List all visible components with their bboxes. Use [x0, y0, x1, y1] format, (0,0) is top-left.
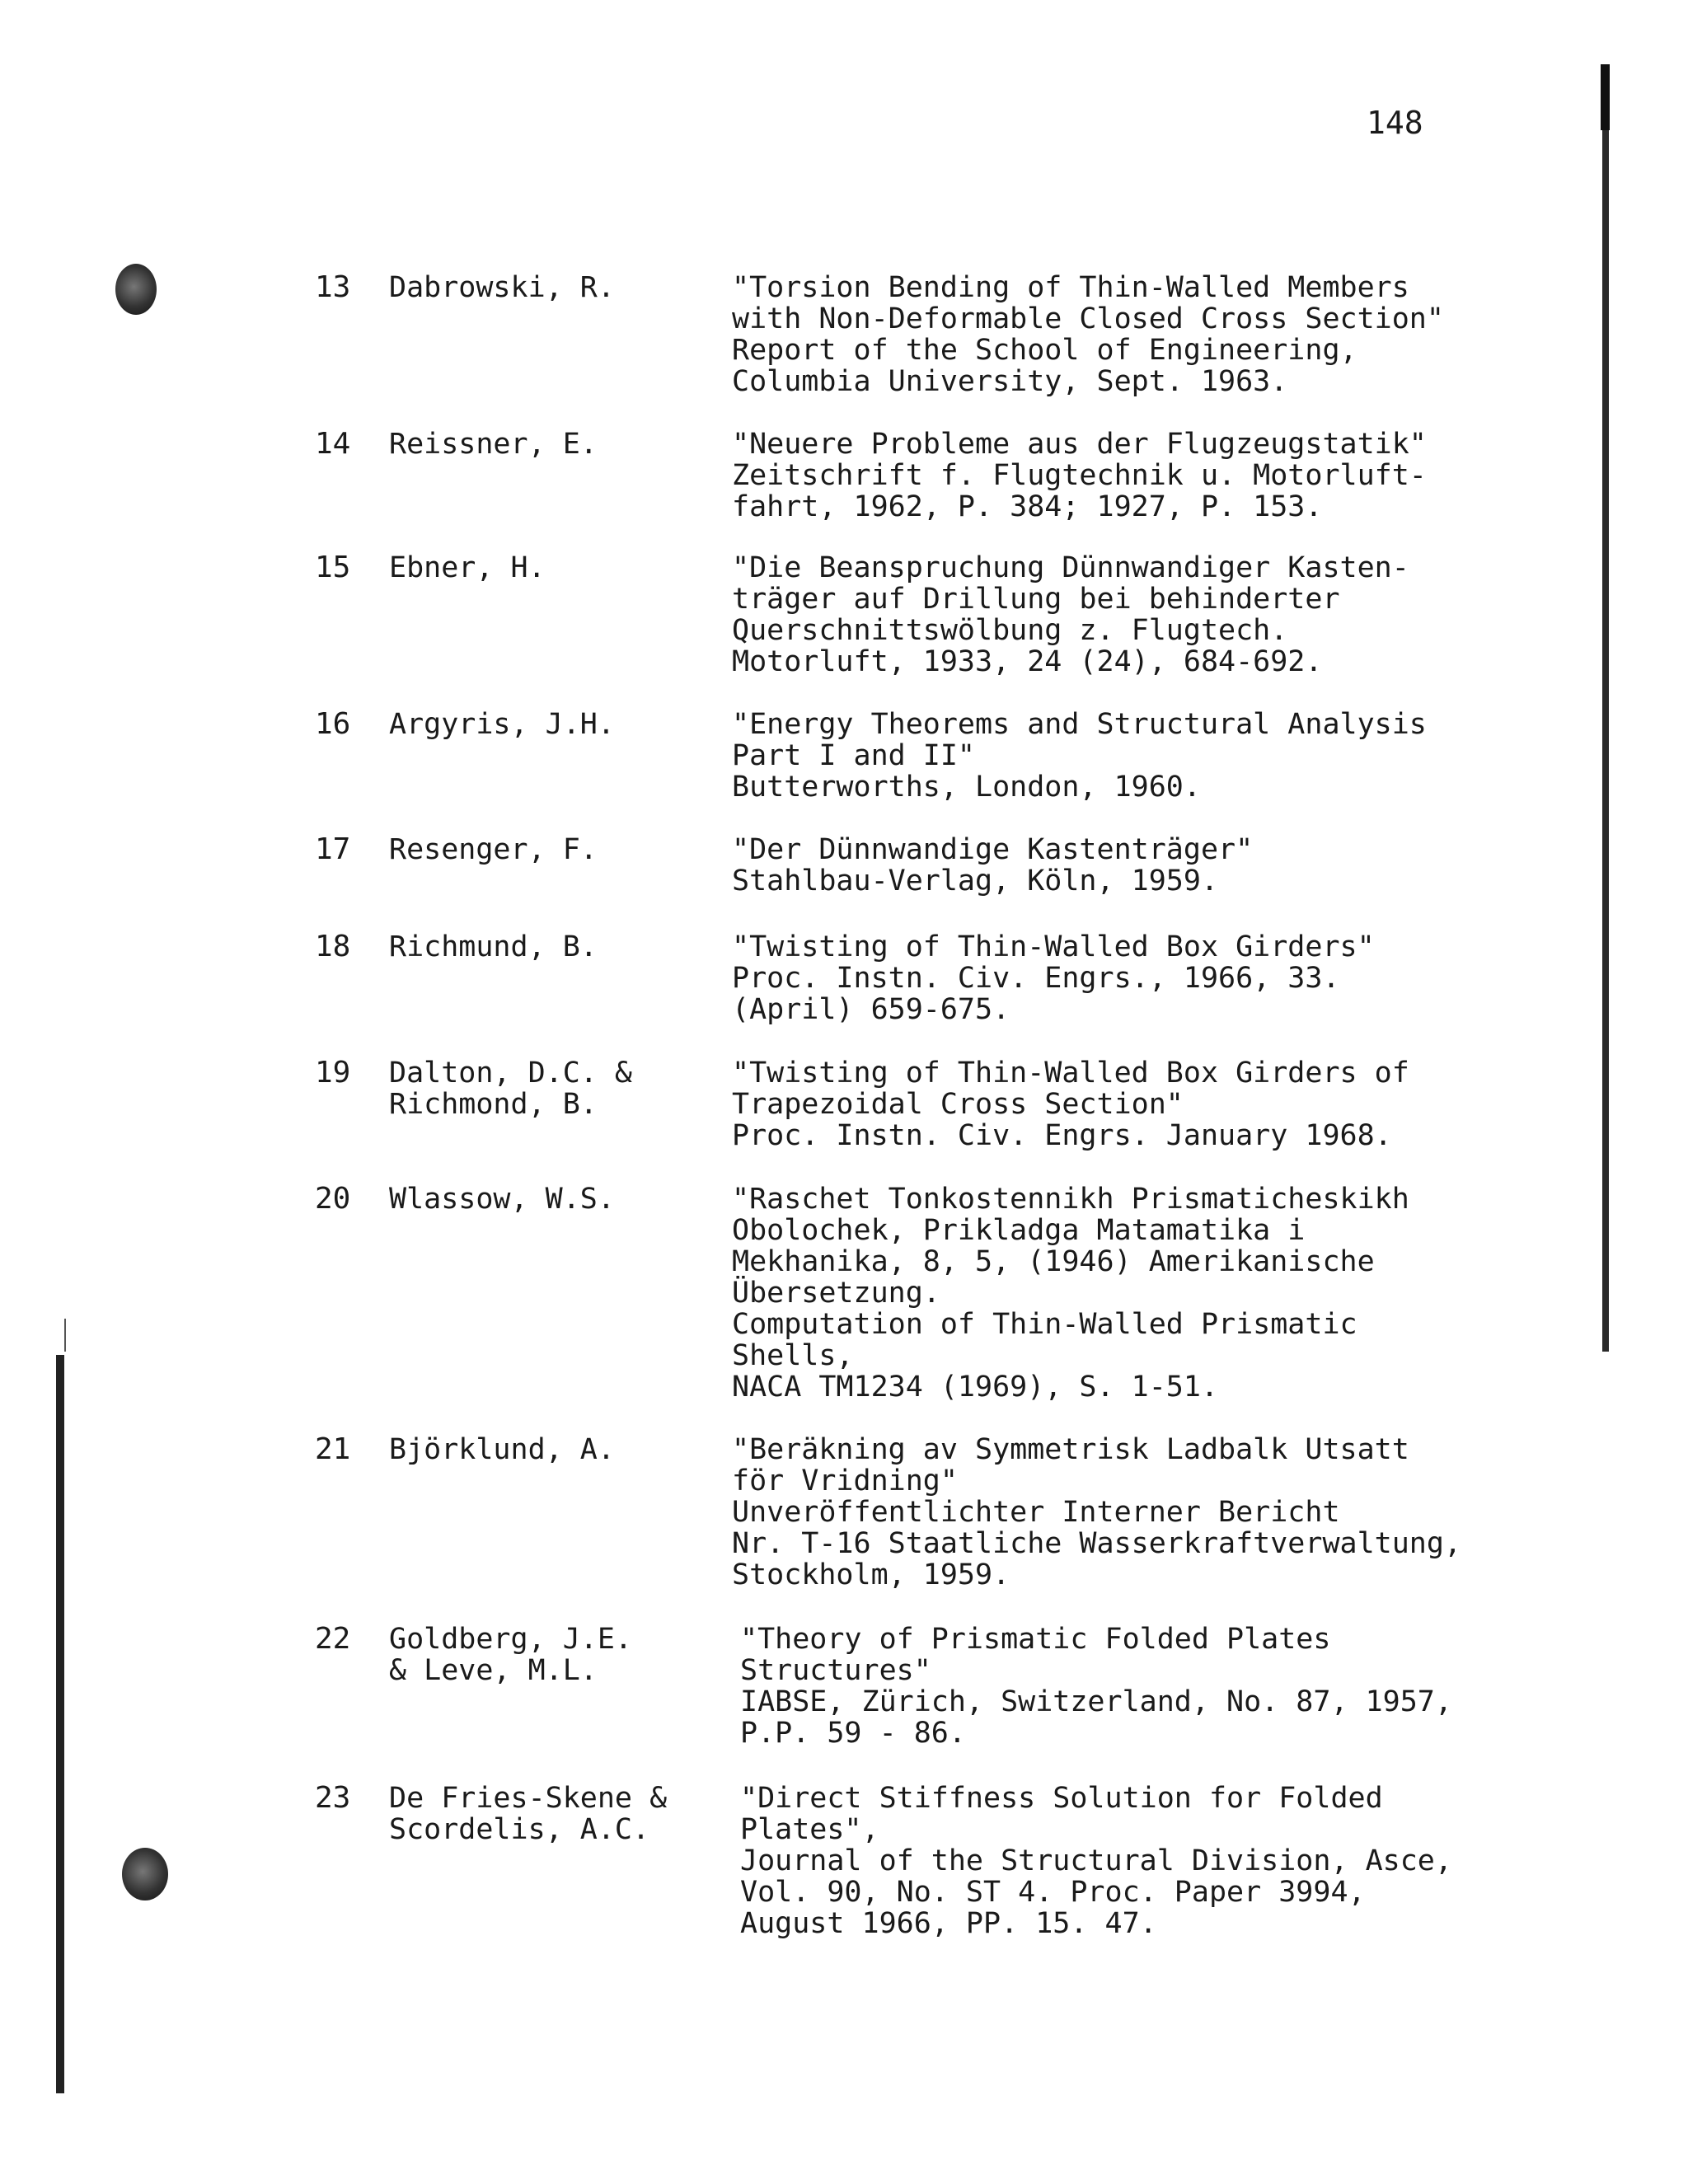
reference-citation-line: Stockholm, 1959. — [732, 1558, 1010, 1591]
reference-citation-line: "Beräkning av Symmetrisk Ladbalk Utsatt — [732, 1433, 1409, 1466]
reference-citation-line: "Theory of Prismatic Folded Plates — [740, 1623, 1331, 1656]
reference-number: 18 — [315, 930, 351, 963]
reference-citation-line: Proc. Instn. Civ. Engrs., 1966, 33. — [732, 962, 1340, 995]
reference-author — [389, 552, 546, 583]
reference-author-line: Scordelis, A.C. — [389, 1813, 650, 1846]
reference-citation-line: "Der Dünnwandige Kastenträger" — [732, 833, 1254, 866]
reference-author-line: Reissner, E. — [389, 428, 598, 461]
reference-author-line: De Fries-Skene & — [389, 1782, 668, 1815]
reference-citation-line: Butterworths, London, 1960. — [732, 771, 1201, 804]
reference-citation-line: Part I and II" — [732, 739, 976, 772]
reference-author — [389, 709, 615, 740]
reference-number: 22 — [315, 1622, 351, 1656]
reference-number: 14 — [315, 427, 351, 461]
reference-citation-line: "Energy Theorems and Structural Analysis — [732, 708, 1427, 741]
reference-citation-line: "Die Beanspruchung Dünnwandiger Kasten- — [732, 551, 1409, 584]
reference-author — [389, 429, 598, 460]
reference-number: 23 — [315, 1781, 351, 1815]
reference-citation — [732, 709, 1427, 803]
reference-citation-line: Report of the School of Engineering, — [732, 334, 1357, 367]
reference-citation-line: NACA TM1234 (1969), S. 1-51. — [732, 1371, 1219, 1404]
reference-citation-line: "Neuere Probleme aus der Flugzeugstatik" — [732, 428, 1427, 461]
reference-author — [389, 1434, 615, 1465]
reference-citation-line: "Direct Stiffness Solution for Folded — [740, 1782, 1383, 1815]
reference-author-line: & Leve, M.L. — [389, 1654, 598, 1687]
reference-author — [389, 272, 615, 303]
reference-citation — [732, 429, 1427, 523]
reference-citation-line: Stahlbau-Verlag, Köln, 1959. — [732, 865, 1219, 898]
reference-citation-line: Nr. T-16 Staatliche Wasserkraftverwaltung, — [732, 1527, 1462, 1560]
reference-author — [389, 1624, 632, 1686]
reference-citation-line: träger auf Drillung bei behinderter — [732, 583, 1340, 616]
page-number: 148 — [1367, 105, 1423, 141]
reference-citation-line: Querschnittswölbung z. Flugtech. — [732, 614, 1288, 647]
reference-citation-line: Computation of Thin-Walled Prismatic — [732, 1308, 1357, 1341]
reference-citation-line: August 1966, PP. 15. 47. — [740, 1907, 1157, 1940]
reference-number: 17 — [315, 832, 351, 866]
reference-author-line: Argyris, J.H. — [389, 708, 615, 741]
reference-number: 20 — [315, 1182, 351, 1216]
reference-number: 21 — [315, 1432, 351, 1466]
reference-citation-line: Columbia University, Sept. 1963. — [732, 365, 1288, 398]
reference-citation-line: Plates", — [740, 1813, 879, 1846]
reference-citation-line: fahrt, 1962, P. 384; 1927, P. 153. — [732, 490, 1323, 523]
reference-author-line: Björklund, A. — [389, 1433, 615, 1466]
reference-author — [389, 1057, 632, 1120]
reference-citation-line: Mekhanika, 8, 5, (1946) Amerikanische — [732, 1245, 1375, 1278]
reference-citation — [732, 1183, 1409, 1403]
reference-citation-line: "Twisting of Thin-Walled Box Girders" — [732, 930, 1375, 963]
reference-citation-line: Obolochek, Prikladga Matamatika i — [732, 1214, 1306, 1247]
reference-citation-line: Vol. 90, No. ST 4. Proc. Paper 3994, — [740, 1876, 1366, 1909]
reference-citation-line: (April) 659-675. — [732, 993, 1010, 1026]
reference-citation-line: IABSE, Zürich, Switzerland, No. 87, 1957, — [740, 1685, 1452, 1718]
reference-citation-line: Trapezoidal Cross Section" — [732, 1088, 1184, 1121]
reference-number: 16 — [315, 707, 351, 741]
reference-number: 19 — [315, 1056, 351, 1090]
reference-author-line: Dalton, D.C. & — [389, 1057, 633, 1090]
reference-citation-line: "Twisting of Thin-Walled Box Girders of — [732, 1057, 1409, 1090]
reference-author-line: Richmund, B. — [389, 930, 598, 963]
reference-author-line: Wlassow, W.S. — [389, 1183, 615, 1216]
reference-citation — [732, 272, 1444, 397]
reference-citation — [732, 1057, 1409, 1151]
reference-citation-line: för Vridning" — [732, 1465, 958, 1497]
reference-author-line: Goldberg, J.E. — [389, 1623, 633, 1656]
reference-author — [389, 834, 598, 865]
reference-citation-line: "Raschet Tonkostennikh Prismaticheskikh — [732, 1183, 1409, 1216]
reference-number: 15 — [315, 551, 351, 584]
reference-author-line: Richmond, B. — [389, 1088, 598, 1121]
reference-citation-line: Proc. Instn. Civ. Engrs. January 1968. — [732, 1119, 1392, 1152]
reference-citation-line: P.P. 59 - 86. — [740, 1717, 966, 1750]
reference-number: 13 — [315, 270, 351, 304]
reference-citation-line: Zeitschrift f. Flugtechnik u. Motorluft- — [732, 459, 1427, 492]
reference-citation-line: Shells, — [732, 1339, 854, 1372]
reference-citation-line: Journal of the Structural Division, Asce, — [740, 1844, 1452, 1877]
reference-citation — [732, 834, 1253, 897]
reference-author — [389, 1183, 615, 1215]
reference-author — [389, 931, 598, 963]
reference-citation-line: Unveröffentlichter Interner Bericht — [732, 1496, 1340, 1529]
reference-author — [389, 1783, 667, 1845]
reference-author-line: Resenger, F. — [389, 833, 598, 866]
reference-citation-line: with Non-Deformable Closed Cross Section" — [732, 302, 1444, 335]
reference-citation-line: Übersetzung. — [732, 1277, 940, 1310]
reference-author-line: Dabrowski, R. — [389, 271, 615, 304]
reference-author-line: Ebner, H. — [389, 551, 546, 584]
reference-citation-line: "Torsion Bending of Thin-Walled Members — [732, 271, 1409, 304]
reference-citation-line: Motorluft, 1933, 24 (24), 684-692. — [732, 645, 1323, 678]
reference-citation-line: Structures" — [740, 1654, 931, 1687]
reference-citation — [740, 1783, 1452, 1939]
reference-citation — [732, 931, 1375, 1025]
reference-citation — [740, 1624, 1452, 1749]
reference-citation — [732, 1434, 1461, 1591]
reference-citation — [732, 552, 1409, 677]
